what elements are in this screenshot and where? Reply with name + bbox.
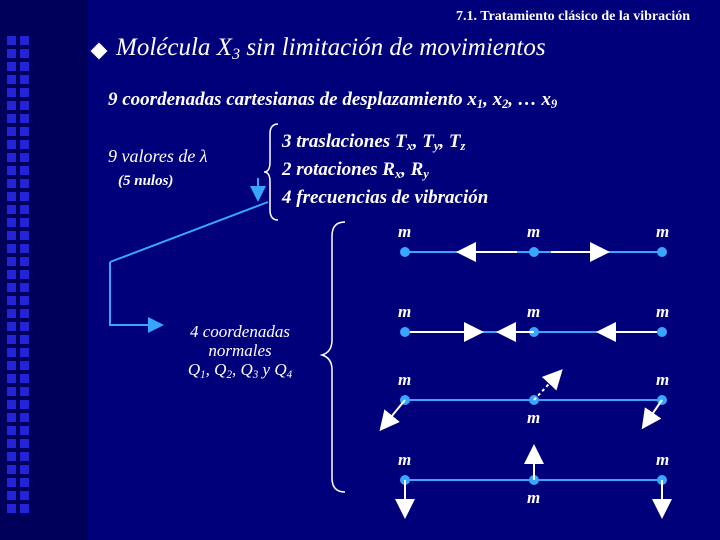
atom-label: m (527, 408, 541, 427)
atom-label: m (656, 222, 670, 241)
cartesian-coordinates-line: 9 coordenadas cartesianas de desplazamiento $x_1$, $x_2$, … $x_9$ (108, 89, 558, 112)
atom-label: m (656, 302, 670, 321)
slide-title: Molécula $X_3$ sin limitación de movimientos (116, 34, 546, 64)
atom-label: m (398, 302, 412, 321)
atom-label: m (398, 222, 412, 241)
atom-label: m (527, 222, 541, 241)
null-values-note: (5 nulos) (118, 173, 174, 189)
slide-header: 7.1. Tratamiento clásico de la vibración (456, 9, 690, 24)
atom-label: m (398, 370, 412, 389)
atom-label: m (398, 450, 412, 469)
normal-coordinates-label: 4 coordenadas normales $Q_1$, $Q_2$, $Q_3$ y $Q_4$ (187, 322, 293, 381)
rotations-item: 2 rotaciones $R_x$, $R_y$ (282, 159, 429, 182)
translations-item: 3 traslaciones $T_x$, $T_y$, $T_z$ (282, 131, 466, 154)
connector-line (110, 178, 268, 325)
atom-label: m (527, 302, 541, 321)
large-brace-icon (322, 222, 345, 492)
mode-asymmetric-stretch (400, 327, 667, 337)
frequencies-item: 4 frecuencias de vibración (282, 187, 489, 209)
atom-label: m (656, 450, 670, 469)
lambda-values-label: 9 valores de λ (108, 146, 208, 166)
mode-symmetric-stretch (400, 247, 667, 257)
atom-label: m (527, 488, 541, 507)
atom-label: m (656, 370, 670, 389)
mode-bending-1 (382, 370, 670, 428)
